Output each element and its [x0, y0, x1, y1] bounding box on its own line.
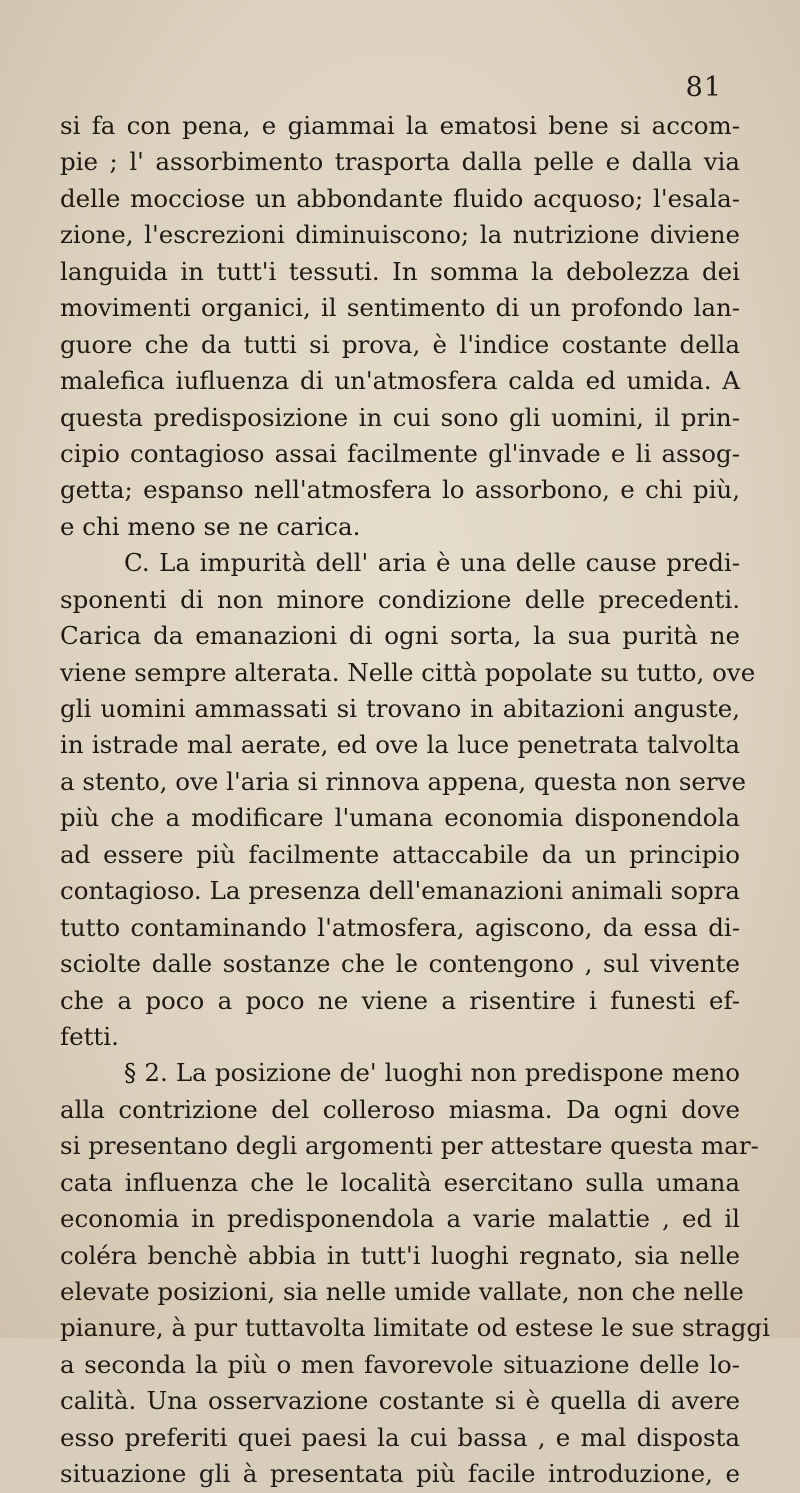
text-line: elevate posizioni, sia nelle umide vallate, non che nelle	[60, 1277, 744, 1306]
text-line: e chi meno se ne carica.	[60, 511, 361, 541]
body-text	[60, 108, 770, 1493]
text-line: esso preferiti quei paesi la cui bassa , e mal disposta	[60, 1422, 740, 1452]
text-line: economia in predisponendola a varie malattie , ed il	[60, 1204, 740, 1234]
text-line: contagioso. La presenza dell'emanazioni animali sopra	[60, 876, 740, 906]
text-line: pianure, à pur tuttavolta limitate od estese le sue straggi	[60, 1313, 770, 1343]
text-line: si presentano degli argomenti per attestare questa mar-	[60, 1131, 759, 1161]
text-line: sponenti di non minore condizione delle precedenti.	[60, 584, 740, 614]
page-number: 81	[685, 72, 722, 103]
text-line: delle mocciose un abbondante fluido acquoso; l'esala-	[60, 183, 740, 213]
text-line: in istrade mal aerate, ed ove la luce penetrata talvolta	[60, 730, 740, 760]
text-line: calità. Una osservazione costante si è quella di avere	[60, 1386, 740, 1416]
text-line: situazione gli à presentata più facile introduzione, e	[60, 1459, 740, 1489]
text-line: che a poco a poco ne viene a risentire i funesti ef-	[60, 985, 740, 1015]
text-line: coléra benchè abbia in tutt'i luoghi regnato, sia nelle	[60, 1240, 740, 1270]
text-line: cata influenza che le località esercitano sulla umana	[60, 1167, 740, 1197]
text-line: tutto contaminando l'atmosfera, agiscono, da essa di-	[60, 912, 740, 942]
text-line: a stento, ove l'aria si rinnova appena, questa non serve	[60, 766, 746, 796]
text-line: più che a modificare l'umana economia disponendola	[60, 803, 740, 833]
text-line: Carica da emanazioni di ogni sorta, la sua purità ne	[60, 621, 740, 651]
text-line: fetti.	[60, 1021, 119, 1051]
text-line: languida in tutt'i tessuti. In somma la debolezza dei	[60, 256, 740, 286]
text-line: getta; espanso nell'atmosfera lo assorbono, e chi più,	[60, 475, 740, 505]
text-line: ad essere più facilmente attaccabile da un principio	[60, 839, 740, 869]
text-line: si fa con pena, e giammai la ematosi bene si accom-	[60, 111, 740, 140]
paragraph-start-line: C. La impurità dell' aria è una delle cause predi-	[124, 548, 740, 578]
text-line: malefica iufluenza di un'atmosfera calda ed umida. A	[60, 366, 740, 396]
text-line: sciolte dalle sostanze che le contengono , sul vivente	[60, 949, 740, 979]
text-line: movimenti organici, il sentimento di un profondo lan-	[60, 293, 740, 323]
text-line: gli uomini ammassati si trovano in abitazioni anguste,	[60, 694, 740, 723]
text-line: guore che da tutti si prova, è l'indice costante della	[60, 329, 740, 359]
text-line: questa predisposizione in cui sono gli uomini, il prin-	[60, 402, 740, 432]
text-line: a seconda la più o men favorevole situazione delle lo-	[60, 1349, 740, 1379]
text-line: alla contrizione del colleroso miasma. Da ogni dove	[60, 1094, 740, 1124]
text-line: zione, l'escrezioni diminuiscono; la nutrizione diviene	[60, 220, 740, 250]
text-line: viene sempre alterata. Nelle città popolate su tutto, ove	[60, 657, 756, 687]
text-line: pie ; l' assorbimento trasporta dalla pelle e dalla via	[60, 147, 740, 177]
text-line: cipio contagioso assai facilmente gl'invade e li assog-	[60, 438, 740, 468]
section-start-line: § 2. La posizione de' luoghi non predispone meno	[124, 1058, 740, 1088]
